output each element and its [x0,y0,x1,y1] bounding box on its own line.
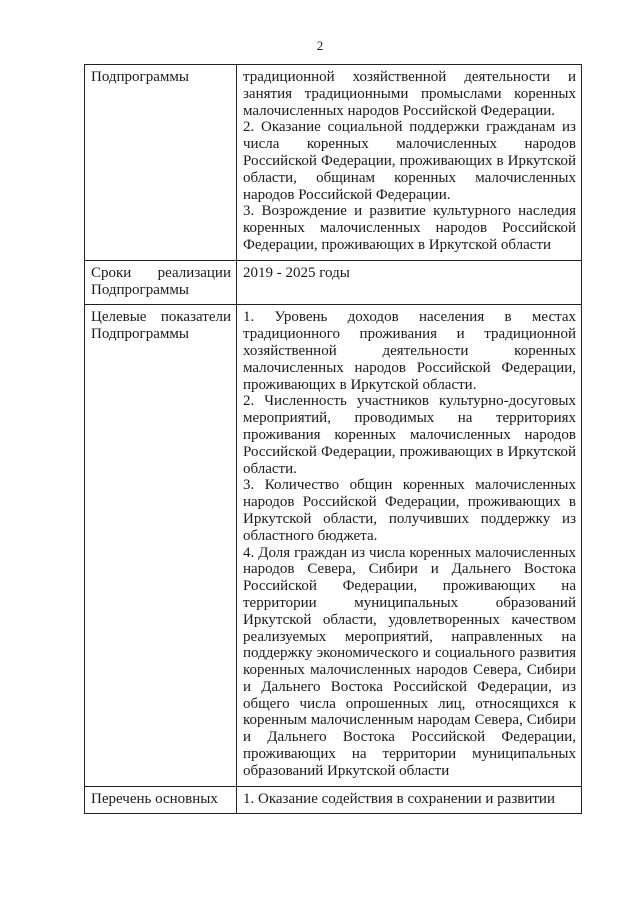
paragraph: 2. Оказание социальной поддержки гражданам из числа коренных малочисленных народов Российской Федерации, проживающих в Иркутской области, общинам коренных малочисленных народов Российской Федерации. [243,119,576,203]
row-value [237,786,582,814]
row-label: Подпрограммы [85,65,237,261]
table-row [85,305,582,786]
row-value [237,305,582,786]
table-row [85,65,582,261]
page-number: 2 [316,38,324,53]
paragraph: 3. Возрождение и развитие культурного наследия коренных малочисленных народов Российской Федерации, проживающих в Иркутской области [243,203,576,253]
row-value [237,65,582,261]
paragraph: 1. Уровень доходов населения в местах традиционного проживания и традиционной хозяйственной деятельности коренных малочисленных народов Российской Федерации, проживающих в Иркутской области. [243,309,576,393]
paragraph: 1. Оказание содействия в сохранении и развитии [243,790,555,807]
table-row [85,786,582,814]
row-value [237,260,582,305]
paragraph: 4. Доля граждан из числа коренных малочисленных народов Севера, Сибири и Дальнего Востока Российской Федерации, проживающих на территории муниципальных образований Иркутской области, удовлетворенных качеством реализуемых мероприятий, направленных на поддержку экономического и социального развития коренных малочисленных народов Севера, Сибири и Дальнего Востока Российской Федерации, из общего числа опрошенных лиц, относящихся к коренным малочисленным народам Севера, Сибири и Дальнего Востока Российской Федерации, проживающих на территории муниципальных образований Иркутской области [243,544,576,779]
row-label: Сроки реализации Подпрограммы [85,260,237,305]
row-label: Перечень основных [85,786,237,814]
paragraph: 2019 - 2025 годы [243,264,350,281]
program-passport-table [84,64,582,814]
paragraph: традиционной хозяйственной деятельности и занятия традиционными промыслами коренных малочисленных народов Российской Федерации. [243,69,576,119]
table-row [85,260,582,305]
row-label: Целевые показатели Подпрограммы [85,305,237,786]
paragraph: 2. Численность участников культурно-досуговых мероприятий, проводимых на территориях проживания коренных малочисленных народов Российской Федерации, проживающих в Иркутской области. [243,393,576,477]
paragraph: 3. Количество общин коренных малочисленных народов Российской Федерации, проживающих в Иркутской области, получивших поддержку из областного бюджета. [243,477,576,544]
